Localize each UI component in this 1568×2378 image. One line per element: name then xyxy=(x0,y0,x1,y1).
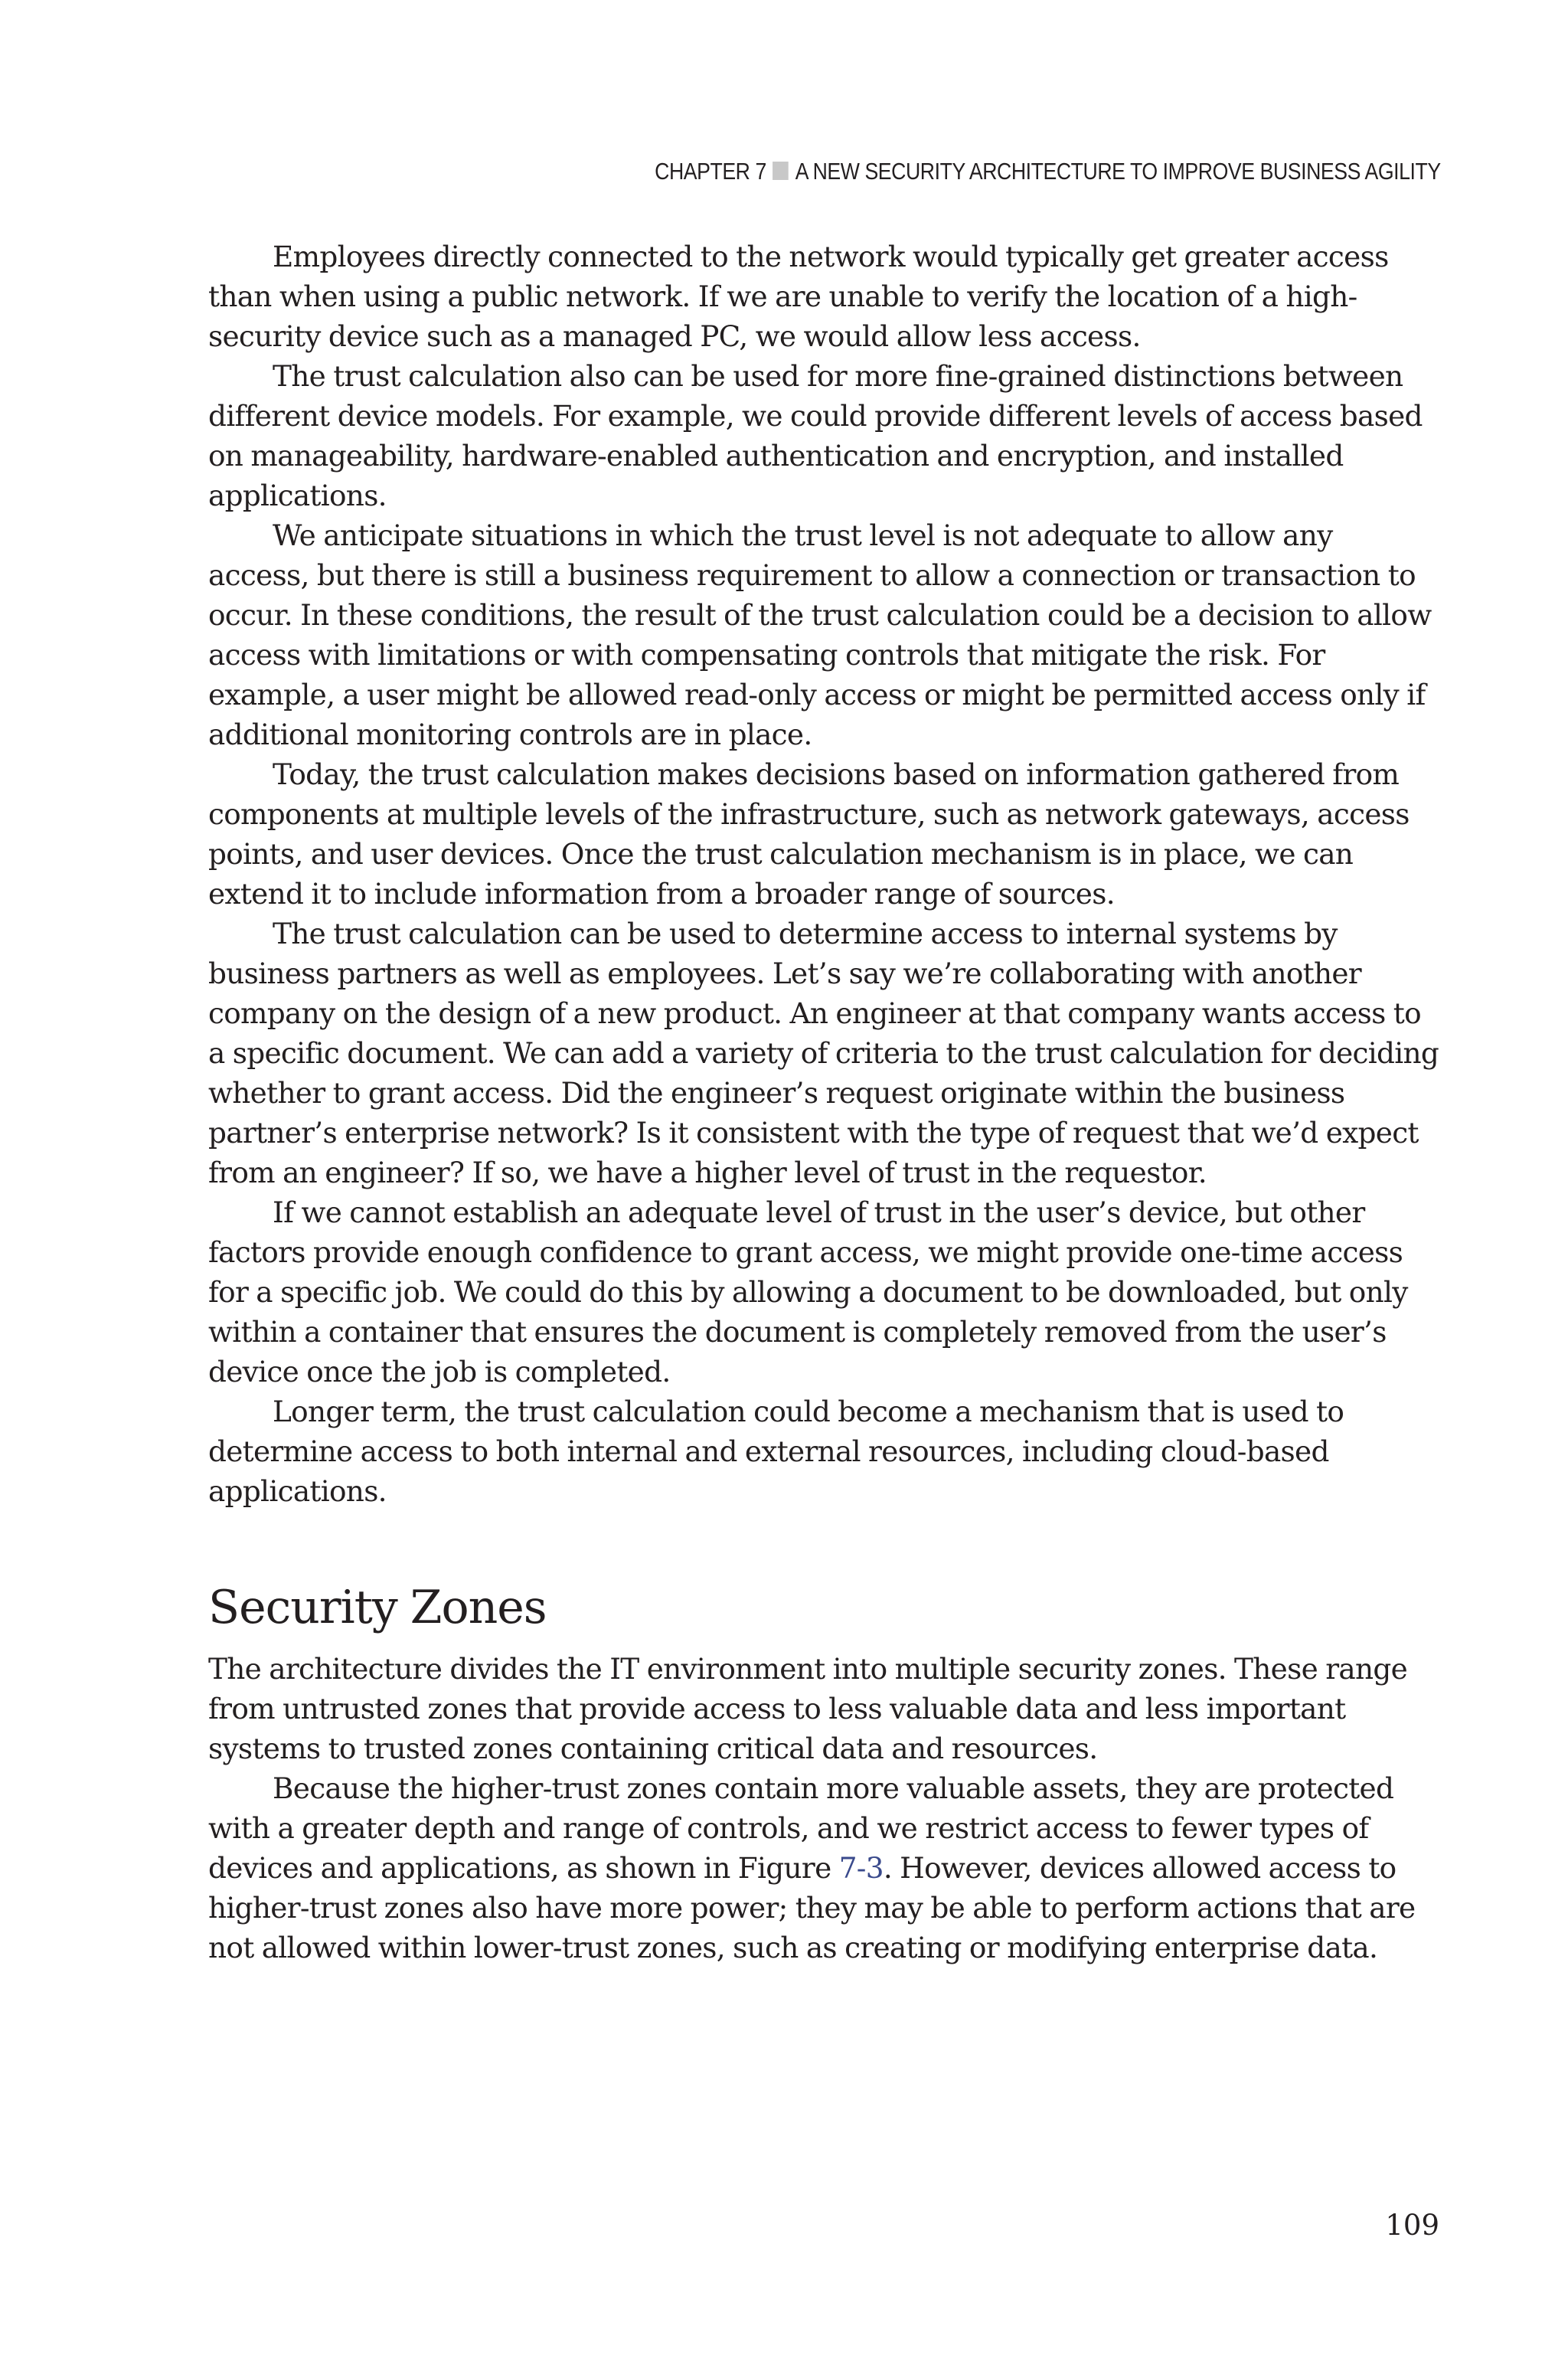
running-head xyxy=(655,158,1441,185)
body-paragraph: Today, the trust calculation makes decisions based on information gathered from components at multiple levels of the infrastructure, such as network gateways, access points, and user devices. Once the trust calculation mechanism is in place, we can extend it to include information from a broader range of sources. xyxy=(208,757,1410,911)
body-paragraph: Longer term, the trust calculation could become a mechanism that is used to determine access to both internal and external resources, including cloud-based applications. xyxy=(208,1395,1344,1508)
body-paragraph: The trust calculation can be used to determine access to internal systems by business partners as well as employees. Let’s say we’re collaborating with another company on the design of a new product. An engineer at that company wants access to a specific document. We can add a variety of criteria to the trust calculation for deciding whether to grant access. Did the engineer’s request originate within the business partner’s enterprise network? Is it consistent with the type of request that we’d expect from an engineer? If so, we have a higher level of trust in the requestor. xyxy=(208,917,1439,1189)
body-paragraph: Employees directly connected to the network would typically get greater access than when using a public network. If we are unable to verify the location of a high-security device such as a managed PC, we would allow less access. xyxy=(208,240,1389,353)
running-head-chapter: CHAPTER 7 xyxy=(655,158,767,185)
page-body xyxy=(208,237,1441,1967)
paragraph-text-before-ref: Because the higher-trust zones contain more valuable assets, they are protected with a greater depth and range of controls, and we restrict access to fewer types of devices and applications, as shown in Figure xyxy=(208,1771,1394,1885)
section-heading: Security Zones xyxy=(208,1581,547,1634)
page-number: 109 xyxy=(1385,2209,1439,2242)
body-paragraph: If we cannot establish an adequate level of trust in the user’s device, but other factors provide enough confidence to grant access, we might provide one-time access for a specific job. We could do this by allowing a document to be downloaded, but only within a container that ensures the document is completely removed from the user’s device once the job is completed. xyxy=(208,1196,1408,1389)
body-paragraph: We anticipate situations in which the trust level is not adequate to allow any access, but there is still a business requirement to allow a connection or transaction to occur. In these conditions, the result of the trust calculation could be a decision to allow access with limitations or with compensating controls that mitigate the risk. For example, a user might be allowed read-only access or might be permitted access only if additional monitoring controls are in place. xyxy=(208,518,1432,751)
running-head-title: A NEW SECURITY ARCHITECTURE TO IMPROVE BUSINESS AGILITY xyxy=(795,158,1441,185)
figure-reference-link[interactable]: 7-3 xyxy=(838,1851,884,1885)
paragraph-text-after-ref: . However, devices allowed access to higher-trust zones also have more power; they may be able to perform actions that are not allowed within lower-trust zones, such as creating or modifying enterprise data. xyxy=(208,1851,1416,1964)
body-paragraph: The trust calculation also can be used for more fine-grained distinctions between different device models. For example, we could provide different levels of access based on manageability, hardware-enabled authentication and encryption, and installed applications. xyxy=(208,359,1423,512)
running-head-separator xyxy=(773,162,789,180)
section-body-paragraph xyxy=(208,1768,1441,1967)
section-intro-paragraph: The architecture divides the IT environment into multiple security zones. These range from untrusted zones that provide access to less valuable data and less important systems to trusted zones containing critical data and resources. xyxy=(208,1652,1408,1765)
